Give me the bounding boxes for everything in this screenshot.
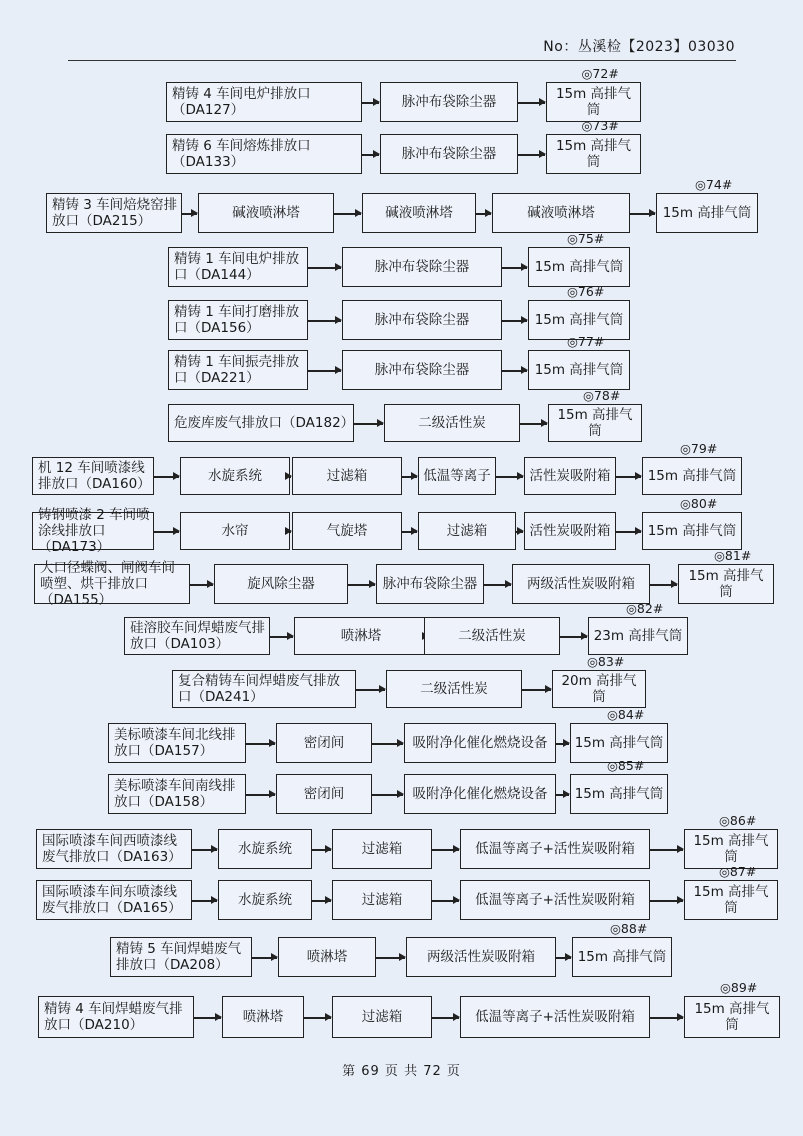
monitoring-point-number: ◎78# xyxy=(583,388,621,403)
flow-arrow xyxy=(194,1017,221,1019)
flow-arrow xyxy=(304,1017,331,1019)
process-box: 水旋系统 xyxy=(218,829,312,869)
process-box: 二级活性炭 xyxy=(384,404,520,442)
flow-row xyxy=(0,118,803,194)
flow-arrow xyxy=(308,267,341,269)
flow-arrow xyxy=(192,849,217,851)
monitoring-point-number: ◎83# xyxy=(587,654,625,669)
source-box: 复合精铸车间焊蜡废气排放口（DA241） xyxy=(172,670,356,708)
flow-arrow xyxy=(356,689,385,691)
flow-arrow xyxy=(402,531,417,533)
monitoring-point-number: ◎74# xyxy=(695,177,733,192)
source-box: 精铸 5 车间焊蜡废气排放口（DA208） xyxy=(110,937,252,977)
process-box: 水帘 xyxy=(180,512,290,550)
flow-arrow xyxy=(376,957,405,959)
process-box: 活性炭吸附箱 xyxy=(524,512,616,550)
process-box: 过滤箱 xyxy=(292,457,402,495)
flow-row xyxy=(0,758,803,834)
monitoring-point-number: ◎87# xyxy=(719,864,757,879)
process-box: 过滤箱 xyxy=(418,512,516,550)
flow-arrow xyxy=(616,531,641,533)
flow-arrow xyxy=(372,794,403,796)
process-box: 过滤箱 xyxy=(332,996,432,1038)
monitoring-point-number: ◎80# xyxy=(680,496,718,511)
stack-box: 15m 高排气筒 xyxy=(570,774,668,814)
source-box: 精铸 1 车间振壳排放口（DA221） xyxy=(168,350,308,390)
flow-row xyxy=(0,548,803,624)
stack-box: 15m 高排气筒 xyxy=(570,723,668,763)
process-box: 过滤箱 xyxy=(332,829,432,869)
flow-arrow xyxy=(308,370,341,372)
stack-box: 15m 高排气筒 xyxy=(642,457,742,495)
monitoring-point-number: ◎89# xyxy=(720,980,758,995)
process-box: 两级活性炭吸附箱 xyxy=(512,564,650,604)
process-box: 喷淋塔 xyxy=(294,617,428,655)
process-box: 低温等离子+活性炭吸附箱 xyxy=(460,829,650,869)
flow-arrow xyxy=(650,1017,683,1019)
flow-arrow xyxy=(154,476,179,478)
process-box: 二级活性炭 xyxy=(386,670,522,708)
flow-arrow xyxy=(502,370,527,372)
document-number: No：丛溪检【2023】03030 xyxy=(543,39,735,55)
flow-arrow xyxy=(484,584,511,586)
flow-row xyxy=(0,66,803,142)
process-box: 活性炭吸附箱 xyxy=(524,457,616,495)
flow-row xyxy=(0,601,803,677)
flow-arrow xyxy=(502,267,527,269)
flow-arrow xyxy=(182,213,197,215)
process-box: 气旋塔 xyxy=(292,512,402,550)
stack-box: 15m 高排气筒 xyxy=(642,512,742,550)
flow-arrow xyxy=(432,1017,459,1019)
source-box: 精铸 4 车间焊蜡废气排放口（DA210） xyxy=(38,996,194,1038)
flow-arrow xyxy=(516,531,523,533)
flow-arrow xyxy=(432,849,459,851)
flow-arrow xyxy=(518,102,545,104)
monitoring-point-number: ◎77# xyxy=(567,334,605,349)
stack-box: 15m 高排气筒 xyxy=(678,564,774,604)
flow-arrow xyxy=(312,849,331,851)
page-footer: 第 69 页 共 72 页 xyxy=(342,1064,461,1079)
flow-arrow xyxy=(630,213,655,215)
flow-row xyxy=(0,177,803,253)
stack-box: 15m 高排气筒 xyxy=(684,829,778,869)
process-box: 低温等离子 xyxy=(418,457,496,495)
process-box: 过滤箱 xyxy=(332,880,432,920)
source-box: 美标喷漆车间南线排放口（DA158） xyxy=(108,774,246,814)
monitoring-point-number: ◎82# xyxy=(626,601,664,616)
flow-arrow xyxy=(312,900,331,902)
flow-row xyxy=(0,231,803,307)
flow-arrow xyxy=(616,476,641,478)
flow-arrow xyxy=(476,213,491,215)
header-rule xyxy=(68,60,736,61)
flow-arrow xyxy=(290,531,291,533)
flow-arrow xyxy=(190,584,213,586)
monitoring-point-number: ◎88# xyxy=(610,921,648,936)
flow-arrow xyxy=(502,320,527,322)
process-box: 吸附净化催化燃烧设备 xyxy=(404,723,556,763)
flow-row xyxy=(0,864,803,940)
flow-arrow xyxy=(290,476,291,478)
process-box: 碱液喷淋塔 xyxy=(362,193,476,233)
process-box: 脉冲布袋除尘器 xyxy=(380,134,518,174)
source-box: 精铸 1 车间电炉排放口（DA144） xyxy=(168,247,308,287)
monitoring-point-number: ◎86# xyxy=(719,813,757,828)
source-box: 精铸 3 车间焙烧窑排放口（DA215） xyxy=(46,193,182,233)
source-box: 美标喷漆车间北线排放口（DA157） xyxy=(108,723,246,763)
stack-box: 15m 高排气筒 xyxy=(548,404,642,442)
flow-arrow xyxy=(354,423,383,425)
flow-arrow xyxy=(362,154,379,156)
process-box: 脉冲布袋除尘器 xyxy=(342,350,502,390)
process-box: 两级活性炭吸附箱 xyxy=(406,937,556,977)
source-box: 精铸 1 车间打磨排放口（DA156） xyxy=(168,300,308,340)
process-box: 水旋系统 xyxy=(180,457,290,495)
flow-arrow xyxy=(154,531,179,533)
flow-arrow xyxy=(556,957,571,959)
source-box: 国际喷漆车间西喷漆线废气排放口（DA163） xyxy=(36,829,192,869)
flow-arrow xyxy=(560,636,587,638)
stack-box: 15m 高排气筒 xyxy=(684,880,778,920)
source-box: 机 12 车间喷漆线排放口（DA160） xyxy=(32,457,154,495)
process-box: 密闭间 xyxy=(276,774,372,814)
flow-arrow xyxy=(650,900,683,902)
monitoring-point-number: ◎81# xyxy=(714,548,752,563)
monitoring-point-number: ◎84# xyxy=(607,707,645,722)
monitoring-point-number: ◎85# xyxy=(607,758,645,773)
process-box: 脉冲布袋除尘器 xyxy=(342,247,502,287)
flow-arrow xyxy=(556,743,569,745)
stack-box: 15m 高排气筒 xyxy=(684,996,780,1038)
flow-arrow xyxy=(246,743,275,745)
flow-arrow xyxy=(520,423,547,425)
stack-box: 23m 高排气筒 xyxy=(588,617,688,655)
process-box: 喷淋塔 xyxy=(278,937,376,977)
stack-box: 15m 高排气筒 xyxy=(546,82,641,122)
flow-arrow xyxy=(402,476,417,478)
monitoring-point-number: ◎73# xyxy=(581,118,619,133)
flow-arrow xyxy=(252,957,277,959)
stack-box: 15m 高排气筒 xyxy=(572,937,672,977)
source-box: 硅溶胶车间焊蜡废气排放口（DA103） xyxy=(124,617,270,655)
process-box: 碱液喷淋塔 xyxy=(198,193,334,233)
process-box: 脉冲布袋除尘器 xyxy=(376,564,484,604)
flow-row xyxy=(0,654,803,730)
process-box: 低温等离子+活性炭吸附箱 xyxy=(460,996,650,1038)
process-box: 喷淋塔 xyxy=(222,996,304,1038)
source-box: 大口径蝶阀、闸阀车间喷塑、烘干排放口（DA155） xyxy=(34,564,190,604)
flow-row xyxy=(0,980,803,1056)
process-box: 脉冲布袋除尘器 xyxy=(380,82,518,122)
flow-arrow xyxy=(270,636,293,638)
source-box: 危废库废气排放口（DA182） xyxy=(168,404,354,442)
flow-arrow xyxy=(522,689,551,691)
flow-arrow xyxy=(334,213,361,215)
flow-arrow xyxy=(432,900,459,902)
source-box: 精铸 4 车间电炉排放口（DA127） xyxy=(166,82,362,122)
flow-row xyxy=(0,921,803,997)
flow-arrow xyxy=(308,320,341,322)
flow-arrow xyxy=(650,584,677,586)
monitoring-point-number: ◎75# xyxy=(567,231,605,246)
flow-arrow xyxy=(496,476,523,478)
process-box: 二级活性炭 xyxy=(424,617,560,655)
monitoring-point-number: ◎72# xyxy=(581,66,619,81)
source-box: 精铸 6 车间熔炼排放口（DA133） xyxy=(166,134,362,174)
process-box: 密闭间 xyxy=(276,723,372,763)
flow-arrow xyxy=(650,849,683,851)
flow-row xyxy=(0,334,803,410)
flow-arrow xyxy=(192,900,217,902)
stack-box: 15m 高排气筒 xyxy=(528,350,630,390)
process-box: 吸附净化催化燃烧设备 xyxy=(404,774,556,814)
flow-arrow xyxy=(372,743,403,745)
flow-arrow xyxy=(362,102,379,104)
monitoring-point-number: ◎79# xyxy=(680,441,718,456)
source-box: 国际喷漆车间东喷漆线废气排放口（DA165） xyxy=(36,880,192,920)
flow-arrow xyxy=(348,584,375,586)
flow-arrow xyxy=(246,794,275,796)
stack-box: 15m 高排气筒 xyxy=(528,247,630,287)
stack-box: 15m 高排气筒 xyxy=(656,193,758,233)
process-box: 脉冲布袋除尘器 xyxy=(342,300,502,340)
stack-box: 15m 高排气筒 xyxy=(528,300,630,340)
process-box: 低温等离子+活性炭吸附箱 xyxy=(460,880,650,920)
monitoring-point-number: ◎76# xyxy=(567,284,605,299)
process-box: 水旋系统 xyxy=(218,880,312,920)
flow-arrow xyxy=(518,154,545,156)
flow-arrow xyxy=(556,794,569,796)
stack-box: 15m 高排气筒 xyxy=(546,134,641,174)
process-box: 碱液喷淋塔 xyxy=(492,193,630,233)
source-box: 铸钢喷漆 2 车间喷涂线排放口（DA173） xyxy=(32,512,154,550)
stack-box: 20m 高排气筒 xyxy=(552,670,646,708)
process-box: 旋风除尘器 xyxy=(214,564,348,604)
